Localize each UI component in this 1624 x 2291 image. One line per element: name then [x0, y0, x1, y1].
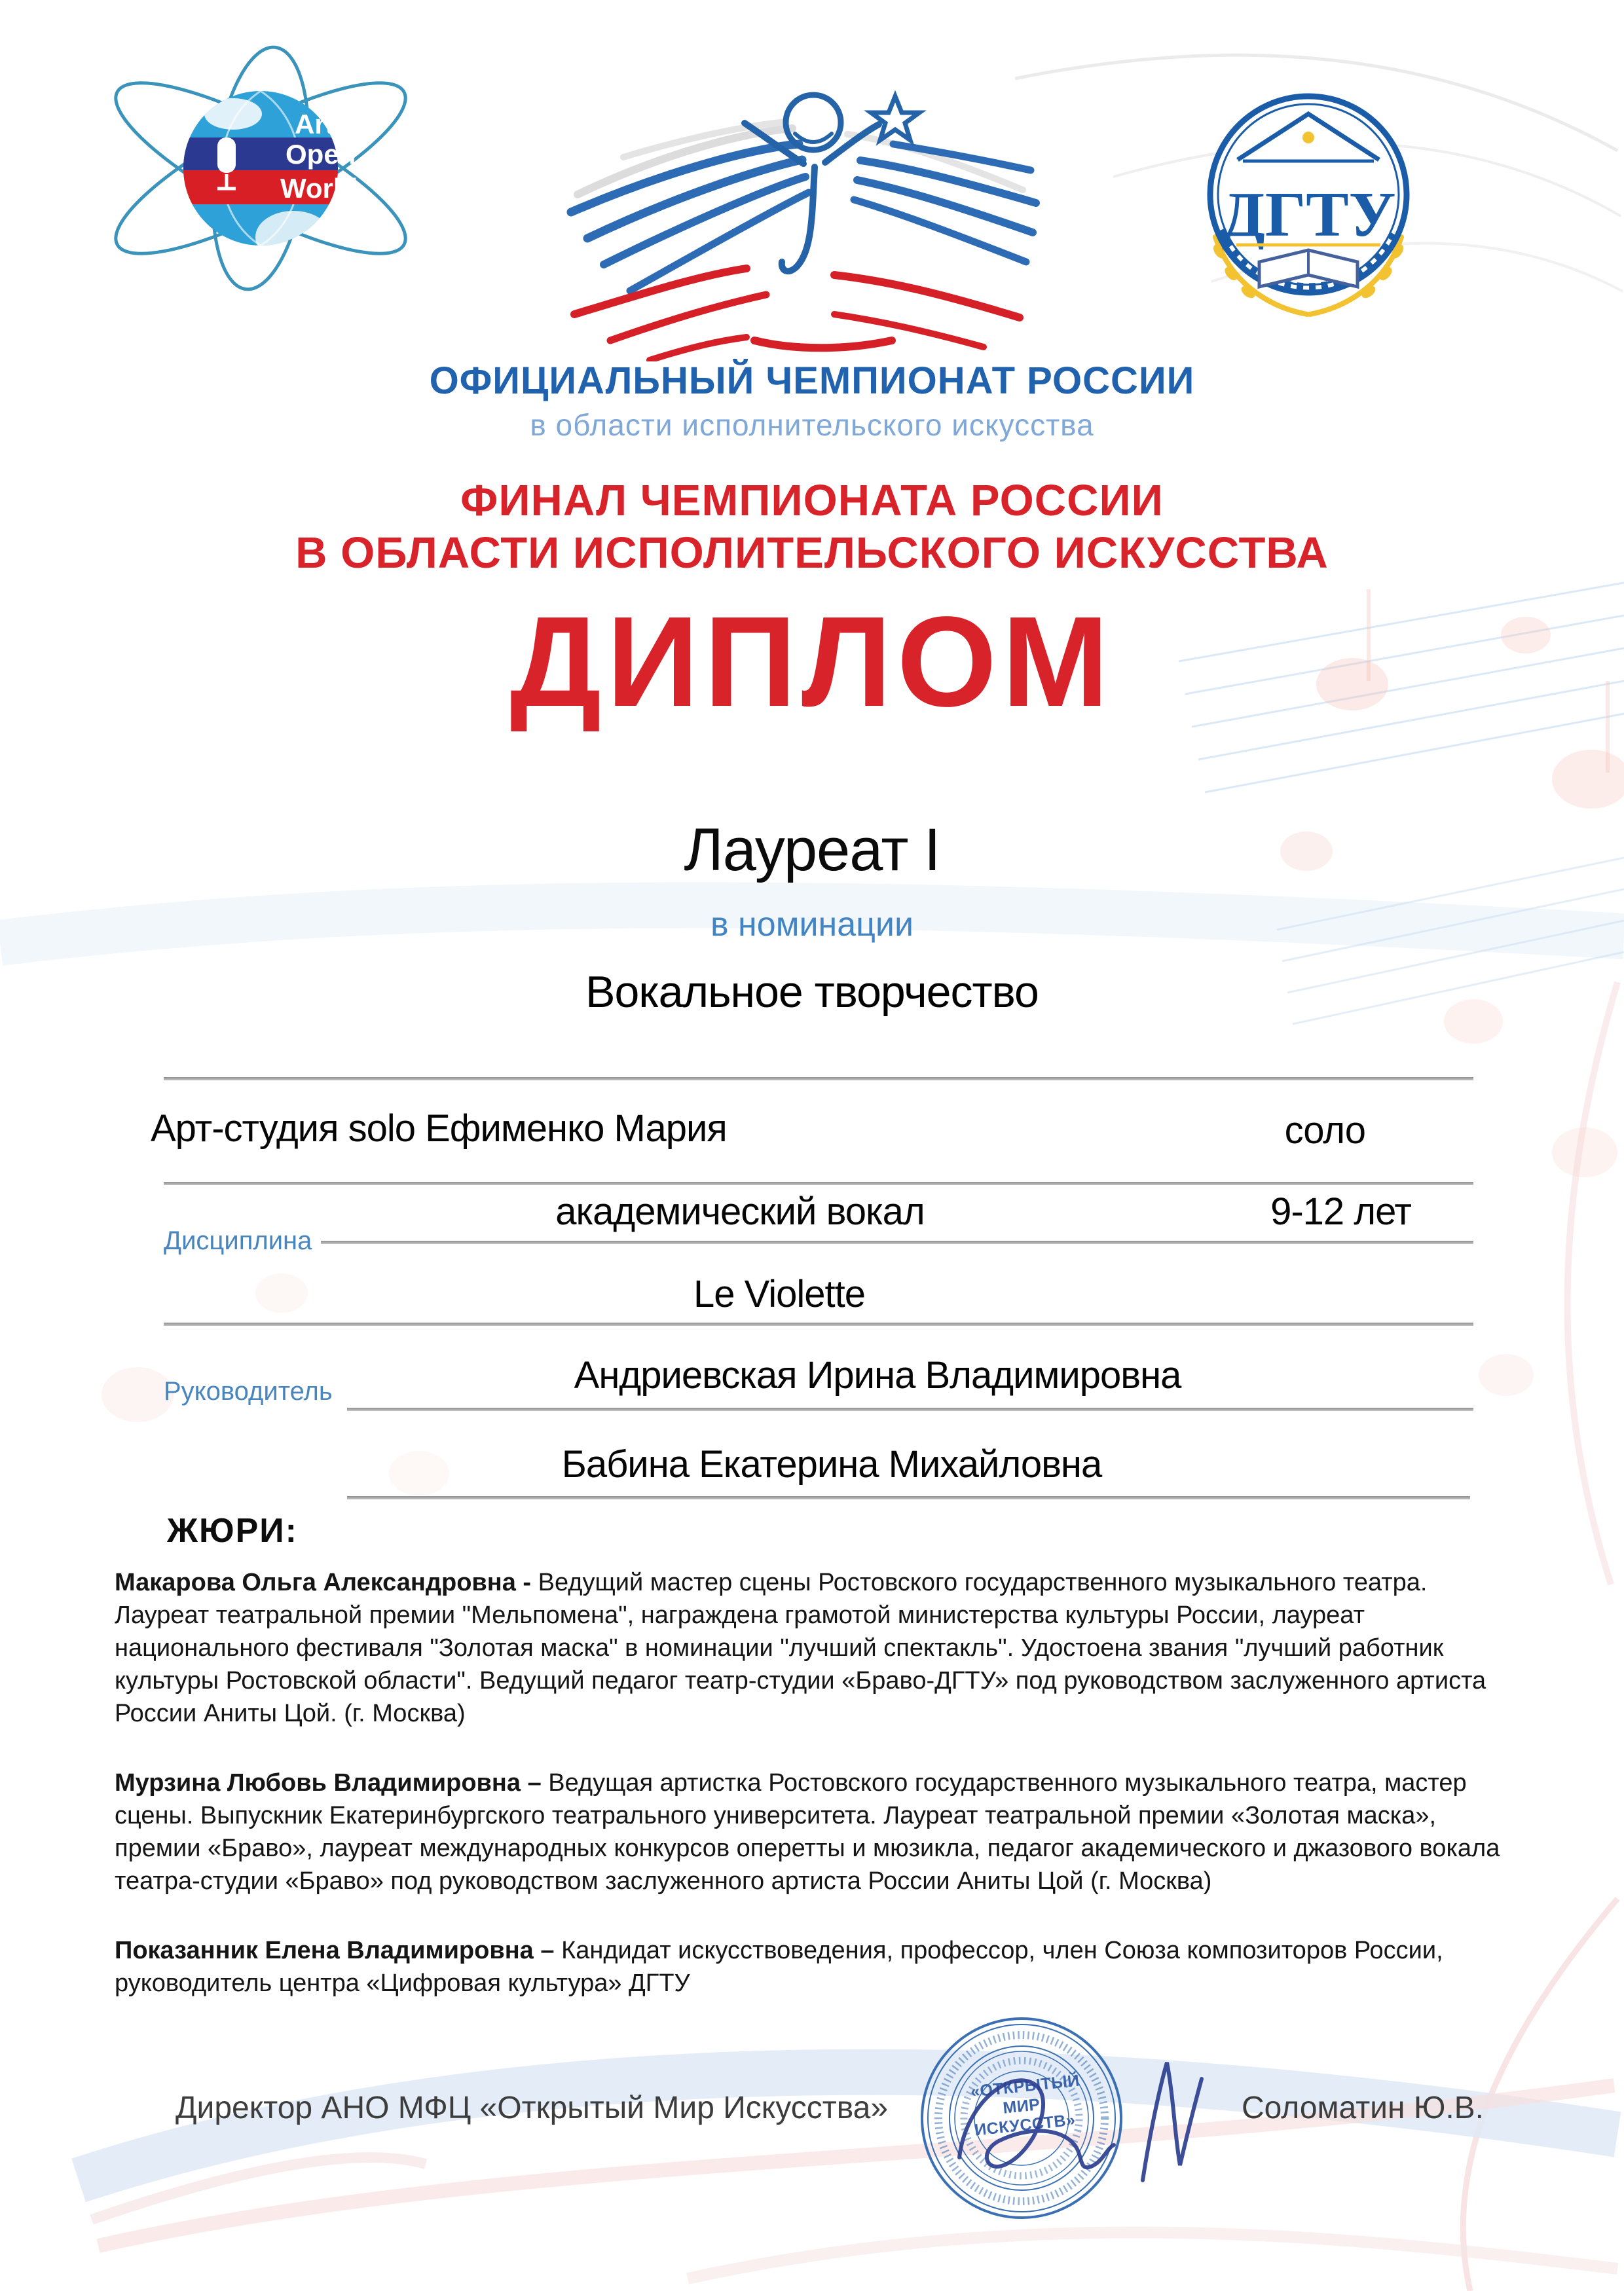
piece-value: Le Violette: [693, 1273, 866, 1315]
aow-word-open: Open: [286, 139, 356, 170]
jury-member-3-description: Кандидат искусствоведения, профессор, член Союза композиторов России, руководитель центра «Цифровая культура» ДГТУ: [115, 1937, 1443, 1997]
form-line-leader2: [347, 1496, 1470, 1499]
jury-member-1-description: Ведущий мастер сцены Ростовского государственного музыкального театра. Лауреат театральной премии "Мельпомена", награждена грамотой министерства культуры России, лауреат национального фестиваля "Золотая маска" в номинации "лучший спектакль". Удостоена звания "лучший работник культуры Ростовской области". Ведущий педагог театр-студии «Браво-ДГТУ» под руководством заслуженного артиста России Аниты Цой. (г. Москва): [115, 1569, 1486, 1727]
dgtu-logo-icon: [1197, 80, 1420, 329]
org-title: ОФИЦИАЛЬНЫЙ ЧЕМПИОНАТ РОССИИ: [429, 359, 1195, 402]
nomination-value: Вокальное творчество: [585, 967, 1039, 1017]
jury-member-2-name: Мурзина Любовь Владимировна –: [115, 1769, 542, 1797]
signatory-name: Соломатин Ю.В.: [1242, 2091, 1485, 2125]
jury-member-3: [115, 1934, 1519, 2000]
aow-word-world: World: [280, 173, 358, 204]
award-result: Лауреат I: [684, 816, 940, 883]
jury-member-1: [115, 1566, 1519, 1730]
championship-logo: [551, 60, 1049, 365]
jury-member-3-name: Показанник Елена Владимировна –: [115, 1937, 555, 1964]
jury-member-2-description: Ведущая артистка Ростовского государственного музыкального театра, мастер сцены. Выпускник Екатеринбургского театрального университета. Лауреат театральной премии «Золотая маска», премии «Браво», лауреат международных конкурсов оперетты и мюзикла, педагог академического и джазового вокала театра-студии «Браво» под руководством заслуженного артиста России Аниты Цой (г. Москва): [115, 1769, 1500, 1895]
leader-label: Руководитель: [164, 1377, 333, 1406]
director-signature: [913, 2017, 1228, 2213]
participant-value: Арт-студия solo Ефименко Мария: [151, 1107, 727, 1150]
org-subtitle: в области исполнительского искусства: [530, 408, 1094, 442]
diploma-form: [151, 1077, 1473, 1503]
jury-section: [115, 1511, 1519, 2000]
discipline-value: академический вокал: [555, 1190, 925, 1233]
leader2-value: Бабина Екатерина Михайловна: [561, 1443, 1102, 1486]
dgtu-logo: [1197, 80, 1420, 332]
category-value: соло: [1284, 1109, 1365, 1152]
age-group-value: 9-12 лет: [1270, 1190, 1411, 1233]
leader-value: Андриевская Ирина Владимировна: [574, 1354, 1181, 1397]
document-title: ДИПЛОМ: [509, 590, 1115, 733]
stamp-center-text: «ОТКРЫТЫЙ МИР ИСКУССТВ»: [969, 2071, 1081, 2140]
event-title-line2: В ОБЛАСТИ ИСПОЛИТЕЛЬСКОГО ИСКУССТВА: [295, 528, 1329, 577]
art-open-world-logo-icon: [77, 41, 444, 296]
nomination-label: в номинации: [710, 906, 914, 944]
form-line-top: [164, 1077, 1473, 1080]
event-title-line1: ФИНАЛ ЧЕМПИОНАТА РОССИИ: [460, 476, 1164, 525]
jury-heading: ЖЮРИ:: [167, 1512, 298, 1550]
form-line-discipline: [321, 1241, 1473, 1244]
discipline-label: Дисциплина: [164, 1226, 312, 1255]
signatory-title: Директор АНО МФЦ «Открытый Мир Искусства»: [175, 2091, 889, 2125]
form-line-piece: [164, 1323, 1473, 1326]
championship-logo-icon: [551, 60, 1049, 361]
form-line-leader: [347, 1408, 1473, 1411]
form-line-participant: [164, 1182, 1473, 1185]
art-open-world-logo: [77, 41, 444, 299]
jury-member-2: [115, 1767, 1519, 1897]
jury-member-1-name: Макарова Ольга Александровна -: [115, 1569, 532, 1596]
dgtu-abbr: ДГТУ: [1221, 179, 1396, 250]
aow-word-art: Art: [295, 109, 335, 139]
